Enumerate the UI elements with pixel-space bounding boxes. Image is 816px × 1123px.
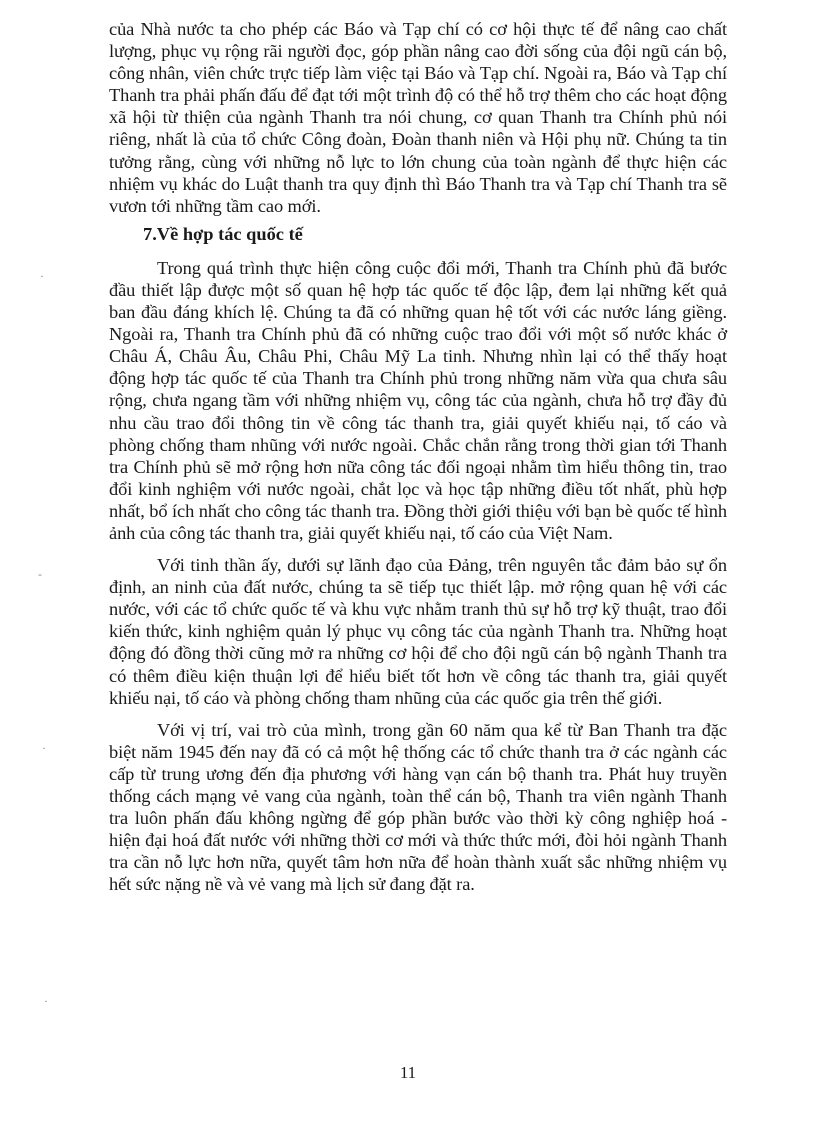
- margin-speck: ·: [40, 269, 44, 283]
- paragraph-press-development: của Nhà nước ta cho phép các Báo và Tạp chí có cơ hội thực tế để nâng cao chất lượng, phục vụ rộng rãi người đọc, góp phần nâng cao đời sống của đội ngũ cán bộ, công nhân, viên chức trực tiếp làm việc tại Báo và Tạp chí. Ngoài ra, Báo và Tạp chí Thanh tra phải phấn đấu để đạt tới một trình độ có thể hỗ trợ thêm cho các hoạt động xã hội từ thiện của ngành Thanh tra nói chung, cơ quan Thanh tra Chính phủ nói riêng, nhất là của tổ chức Công đoàn, Đoàn thanh niên và Hội phụ nữ. Chúng ta tin tưởng rằng, cùng với những nỗ lực to lớn chung của toàn ngành để thực hiện các nhiệm vụ khác do Luật thanh tra quy định thì Báo Thanh tra và Tạp chí Thanh tra sẽ vươn tới những tầm cao mới.: [109, 19, 727, 216]
- margin-speck: -: [38, 567, 42, 581]
- paragraph-spacer: [109, 544, 727, 554]
- paragraph-spacer: [109, 709, 727, 719]
- document-page: [109, 18, 727, 895]
- paragraph-inspection-tradition: Với vị trí, vai trò của mình, trong gần 60 năm qua kể từ Ban Thanh tra đặc biệt năm 1945 đến nay đã có cả một hệ thống các tổ chức thanh tra ở các ngành các cấp từ trung ương đến địa phương với hàng vạn cán bộ thanh tra. Phát huy truyền thống cách mạng vẻ vang của ngành, toàn thể cán bộ, Thanh tra viên ngành Thanh tra luôn phấn đấu không ngừng để góp phần bước vào thời kỳ công nghiệp hoá - hiện đại hoá đất nước với những thời cơ mới và thức thức mới, đòi hỏi ngành Thanh tra cần nỗ lực hơn nữa, quyết tâm hơn nữa để hoàn thành xuất sắc những nhiệm vụ hết sức nặng nề và vẻ vang mà lịch sử đang đặt ra.: [109, 719, 727, 895]
- section-heading-international-cooperation: 7.Về hợp tác quốc tế: [143, 223, 303, 244]
- paragraph-international-relations: Trong quá trình thực hiện công cuộc đổi mới, Thanh tra Chính phủ đã bước đầu thiết lập được một số quan hệ hợp tác quốc tế độc lập, đem lại những kết quả ban đầu đáng khích lệ. Chúng ta đã có những quan hệ tốt với các nước láng giềng. Ngoài ra, Thanh tra Chính phủ đã có những cuộc trao đổi với một số nước khác ở Châu Á, Châu Âu, Châu Phi, Châu Mỹ La tinh. Nhưng nhìn lại có thể thấy hoạt động hợp tác quốc tế của Thanh tra Chính phủ trong những năm vừa qua chưa sâu rộng, chưa ngang tầm với những nhiệm vụ, công tác của ngành, chưa hỗ trợ đầy đủ nhu cầu trao đổi thông tin về công tác thanh tra, giải quyết khiếu nại, tố cáo và phòng chống tham nhũng với nước ngoài. Chắc chắn rằng trong thời gian tới Thanh tra Chính phủ sẽ mở rộng hơn nữa công tác đối ngoại nhằm tìm hiểu thông tin, trao đổi kinh nghiệm với nước ngoài, chắt lọc và học tập những điều tốt nhất, phù hợp nhất, bổ ích nhất cho công tác thanh tra. Đồng thời giới thiệu với bạn bè quốc tế hình ảnh của công tác thanh tra, giải quyết khiếu nại, tố cáo của Việt Nam.: [109, 257, 727, 543]
- margin-speck: ·: [42, 741, 46, 755]
- page-number: 11: [399, 1063, 417, 1082]
- margin-speck: ·: [44, 994, 48, 1008]
- paragraph-cooperation-spirit: Với tinh thần ấy, dưới sự lãnh đạo của Đảng, trên nguyên tắc đảm bảo sự ổn định, an ninh của đất nước, chúng ta sẽ tiếp tục thiết lập. mở rộng quan hệ với các nước, với các tổ chức quốc tế và khu vực nhằm tranh thủ sự hỗ trợ kỹ thuật, trao đổi kiến thức, kinh nghiệm quản lý phục vụ công tác của ngành Thanh tra. Những hoạt động đó đồng thời cũng mở ra những cơ hội để cho đội ngũ cán bộ ngành Thanh tra có thêm điều kiện thuận lợi để hiểu biết tốt hơn về công tác thanh tra, giải quyết khiếu nại, tố cáo và phòng chống tham nhũng của các quốc gia trên thế giới.: [109, 555, 727, 708]
